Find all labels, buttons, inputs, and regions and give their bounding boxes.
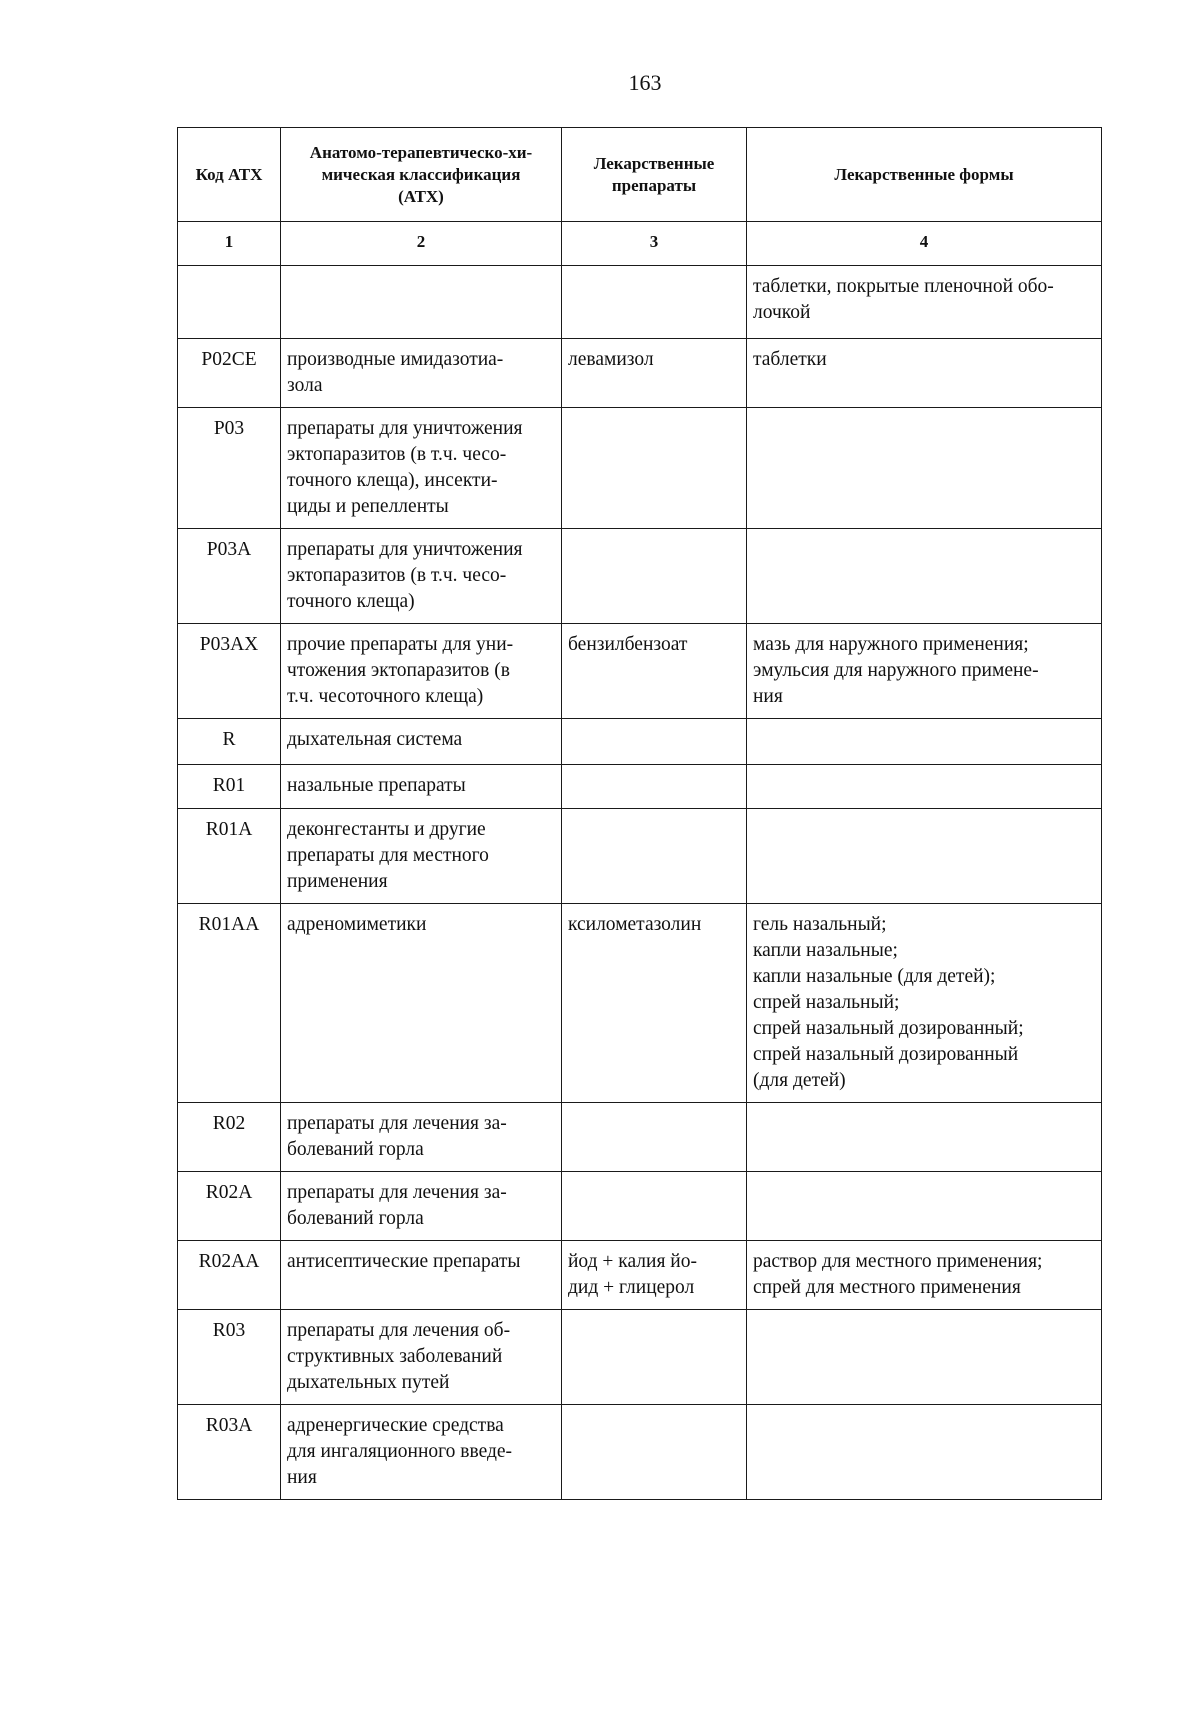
table-row [178, 624, 1102, 719]
classification-cell: адреномиметики [281, 904, 562, 1103]
dosage-forms-cell: мазь для наружного применения; эмульсия для наружного примене- ния [747, 624, 1102, 719]
atc-code-cell: R01A [178, 809, 281, 904]
table-row [178, 719, 1102, 765]
classification-cell: препараты для лечения за- болеваний горла [281, 1103, 562, 1172]
drug-name-cell [562, 1405, 747, 1500]
atc-table [177, 127, 1102, 1500]
drug-name-cell [562, 1310, 747, 1405]
table-row [178, 1310, 1102, 1405]
column-number: 3 [562, 222, 747, 266]
classification-cell: производные имидазотиа- зола [281, 339, 562, 408]
table-row [178, 904, 1102, 1103]
column-number: 4 [747, 222, 1102, 266]
atc-code-cell: R [178, 719, 281, 765]
dosage-forms-cell: таблетки [747, 339, 1102, 408]
dosage-forms-cell [747, 809, 1102, 904]
drug-name-cell [562, 529, 747, 624]
table-body [178, 266, 1102, 1500]
atc-code-cell: P03 [178, 408, 281, 529]
table-row [178, 408, 1102, 529]
atc-code-cell: R01 [178, 765, 281, 809]
classification-cell: прочие препараты для уни- чтожения эктопаразитов (в т.ч. чесоточного клеща) [281, 624, 562, 719]
atc-code-cell: R01AA [178, 904, 281, 1103]
header-drugs: Лекарственные препараты [562, 128, 747, 222]
classification-cell: деконгестанты и другие препараты для местного применения [281, 809, 562, 904]
dosage-forms-cell [747, 529, 1102, 624]
drug-name-cell [562, 719, 747, 765]
column-number: 1 [178, 222, 281, 266]
classification-cell: препараты для уничтожения эктопаразитов (в т.ч. чесо- точного клеща) [281, 529, 562, 624]
table-row [178, 339, 1102, 408]
atc-code-cell: P02CE [178, 339, 281, 408]
table-header-row [178, 128, 1102, 222]
table-row [178, 765, 1102, 809]
atc-code-cell: R02A [178, 1172, 281, 1241]
header-atc-classification: Анатомо-терапевтическо-хи- мическая классификация (АТХ) [281, 128, 562, 222]
atc-code-cell: R02AA [178, 1241, 281, 1310]
page-number: 163 [628, 70, 662, 95]
classification-cell: препараты для лечения об- структивных заболеваний дыхательных путей [281, 1310, 562, 1405]
drug-name-cell: йод + калия йо- дид + глицерол [562, 1241, 747, 1310]
table-row [178, 1103, 1102, 1172]
dosage-forms-cell [747, 1172, 1102, 1241]
atc-code-cell: P03AX [178, 624, 281, 719]
dosage-forms-cell: гель назальный; капли назальные; капли назальные (для детей); спрей назальный; спрей назальный дозированный; спрей назальный дозированный (для детей) [747, 904, 1102, 1103]
header-atc-code: Код АТХ [178, 128, 281, 222]
drug-name-cell [562, 1103, 747, 1172]
column-number-row [178, 222, 1102, 266]
dosage-forms-cell: раствор для местного применения; спрей для местного применения [747, 1241, 1102, 1310]
table-row [178, 1172, 1102, 1241]
dosage-forms-cell: таблетки, покрытые пленочной обо- лочкой [747, 266, 1102, 339]
drug-name-cell [562, 809, 747, 904]
atc-code-cell: R02 [178, 1103, 281, 1172]
classification-cell: антисептические препараты [281, 1241, 562, 1310]
table-row [178, 266, 1102, 339]
atc-code-cell: R03A [178, 1405, 281, 1500]
classification-cell: адренергические средства для ингаляционного введе- ния [281, 1405, 562, 1500]
drug-name-cell: бензилбензоат [562, 624, 747, 719]
classification-cell: дыхательная система [281, 719, 562, 765]
dosage-forms-cell [747, 408, 1102, 529]
classification-cell: препараты для уничтожения эктопаразитов (в т.ч. чесо- точного клеща), инсекти- циды и репелленты [281, 408, 562, 529]
classification-cell: назальные препараты [281, 765, 562, 809]
drug-name-cell [562, 266, 747, 339]
dosage-forms-cell [747, 719, 1102, 765]
dosage-forms-cell [747, 1310, 1102, 1405]
atc-code-cell: P03A [178, 529, 281, 624]
drug-name-cell [562, 765, 747, 809]
header-dosage-forms: Лекарственные формы [747, 128, 1102, 222]
dosage-forms-cell [747, 1103, 1102, 1172]
table-row [178, 1405, 1102, 1500]
table-row [178, 529, 1102, 624]
table-row [178, 809, 1102, 904]
drug-name-cell: ксилометазолин [562, 904, 747, 1103]
drug-name-cell [562, 1172, 747, 1241]
drug-name-cell [562, 408, 747, 529]
classification-cell [281, 266, 562, 339]
atc-code-cell: R03 [178, 1310, 281, 1405]
dosage-forms-cell [747, 765, 1102, 809]
atc-code-cell [178, 266, 281, 339]
column-number: 2 [281, 222, 562, 266]
dosage-forms-cell [747, 1405, 1102, 1500]
classification-cell: препараты для лечения за- болеваний горла [281, 1172, 562, 1241]
table-row [178, 1241, 1102, 1310]
drug-name-cell: левамизол [562, 339, 747, 408]
